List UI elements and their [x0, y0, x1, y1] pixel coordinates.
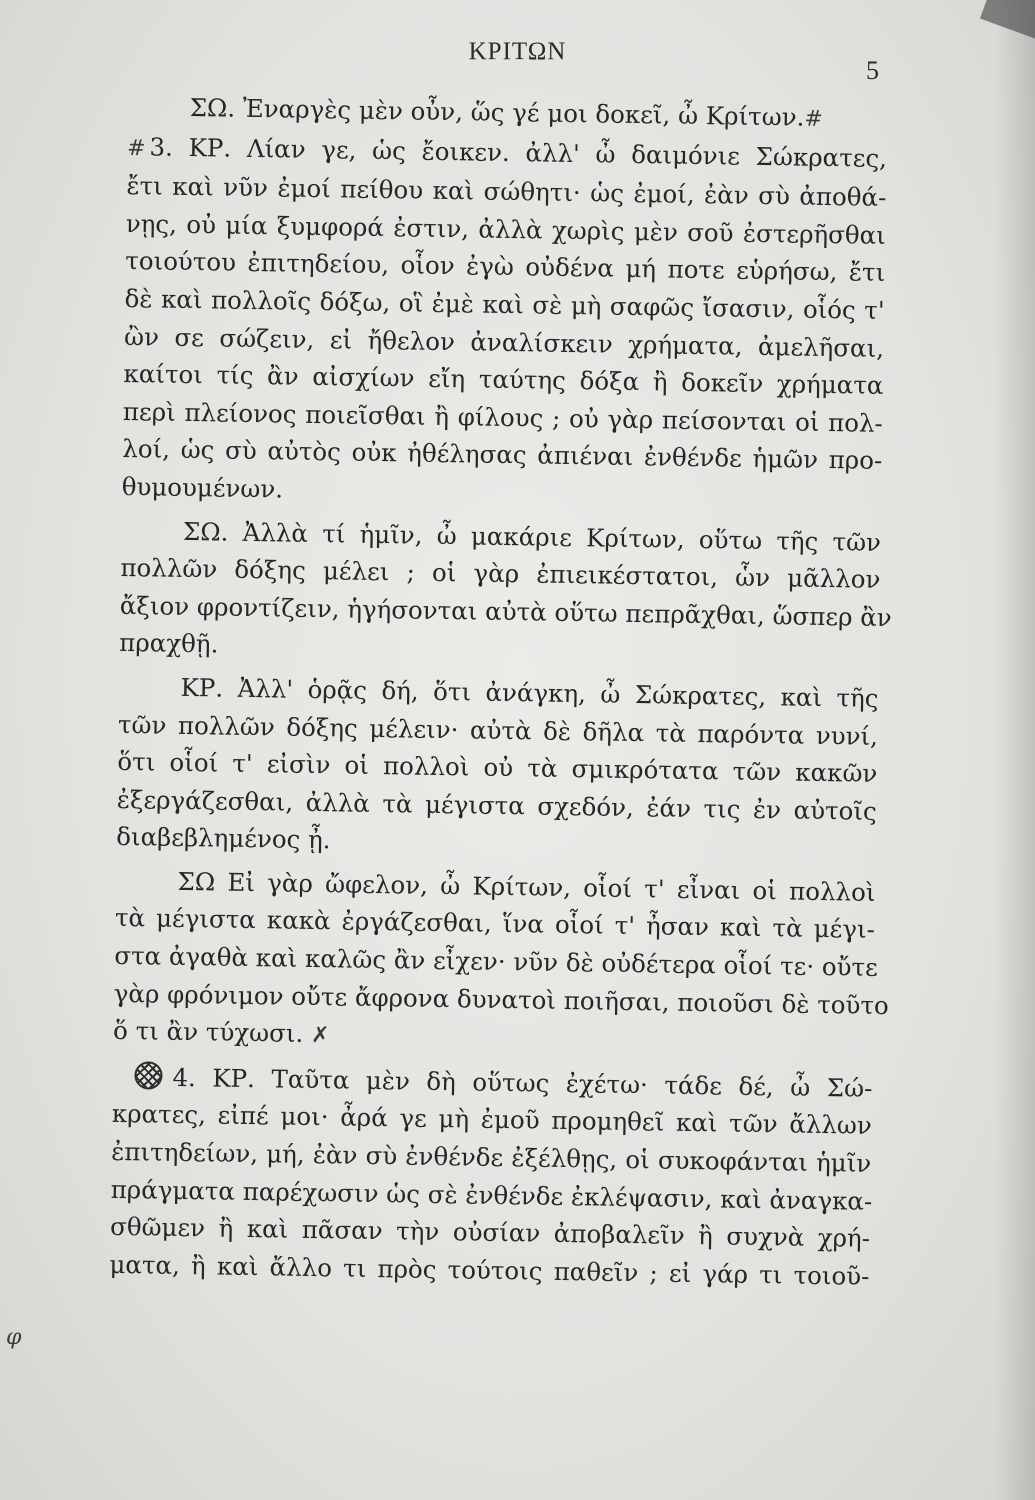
page-edge-shadow	[995, 0, 1035, 1500]
text-line: καίτοι τίς ἂν αἰσχίων εἴη ταύτης δόξα ἢ δοκεῖν χρήματα	[123, 359, 884, 401]
text-line: ἐξεργάζεσθαι, ἀλλὰ τὰ μέγιστα σχεδόν, ἐάν τις ἐν αὐτοῖς	[116, 784, 877, 826]
text-line: στα ἀγαθὰ καὶ καλῶς ἂν εἶχεν· νῦν δὲ οὐδέτερα οἷοί τε· οὔτε	[114, 940, 879, 982]
text-line: ὅτι οἷοί τ' εἰσὶν οἱ πολλοὶ οὐ τὰ σμικρότατα τῶν κακῶν	[117, 747, 878, 788]
page-number: 5	[866, 56, 879, 85]
text-line: # 3. ΚΡ. Λίαν γε, ὡς ἔοικεν. ἀλλ' ὦ δαιμόνιε Σώκρατες,	[127, 128, 888, 180]
paragraph-3	[116, 668, 879, 868]
text-line: ΚΡ. Ἀλλ' ὁρᾷς δή, ὅτι ἀνάγκη, ὦ Σώκρατες, καὶ τῆς	[180, 672, 879, 713]
paragraph-2	[119, 511, 892, 673]
text-line: λοί, ὡς σὺ αὐτὸς οὐκ ἠθέλησας ἀπιέναι ἐνθένδε ἡμῶν προ-	[122, 434, 883, 476]
cross-mark-icon: ✗	[310, 1023, 330, 1049]
text-line: πολλῶν δόξης μέλει ; οἱ γὰρ ἐπιεικέστατοι, ὧν μᾶλλον	[120, 553, 881, 595]
text-line: ἔτι καὶ νῦν ἐμοί πείθου καὶ σώθητι· ὡς ἐμοί, ἐὰν σὺ ἀποθά-	[126, 171, 887, 213]
text-line: σθῶμεν ἢ καὶ πᾶσαν τὴν οὐσίαν ἀποβαλεῖν ἢ συχνὰ χρή-	[109, 1212, 871, 1254]
text-line: ἄξιον φροντίζειν, ἡγήσονται αὐτὰ οὕτω πεπρᾶχθαι, ὥσπερ ἂν	[119, 590, 892, 632]
text-line: ὢν σε σώζειν, εἰ ἤθελον ἀναλίσκειν χρήματα, ἀμελῆσαι,	[123, 321, 885, 363]
body-text	[109, 88, 892, 1295]
text-line: διαβεβλημένος ᾖ.	[116, 822, 331, 855]
paragraph-1	[121, 88, 887, 517]
text-line: τῶν πολλῶν δόξης μέλειν· αὐτὰ δὲ δῆλα τὰ παρόντα νυνί,	[117, 709, 879, 751]
paragraph-4	[112, 862, 889, 1064]
text-line: νῃς, οὐ μία ξυμφορά ἐστιν, ἀλλὰ χωρὶς μὲν σοῦ ἐστερῆσθαι	[125, 208, 887, 250]
text-line: ΣΩ Εἰ γὰρ ὤφελον, ὦ Κρίτων, οἷοί τ' εἶναι οἱ πολλοὶ	[177, 866, 876, 907]
hatched-circle-icon	[134, 1061, 162, 1089]
text-line: ὅ τι ἂν τύχωσι. ✗	[113, 1012, 874, 1064]
text-line: πράγματα παρέχωσιν ὡς σὲ ἐνθένδε ἐκλέψασιν, καὶ ἀναγκα-	[110, 1174, 873, 1216]
running-title: ΚΡΙΤΩΝ	[468, 38, 567, 65]
left-margin-note: φ	[6, 1325, 22, 1350]
text-line: κρατες, εἰπέ μοι· ἆρά γε μὴ ἐμοῦ προμηθεῖ καὶ τῶν ἄλλων	[111, 1099, 873, 1141]
text-line: πραχθῇ.	[119, 628, 219, 659]
hash-mark-icon: #	[126, 135, 146, 161]
text-line: θυμουμένων.	[121, 471, 284, 504]
text-line: ματα, ἢ καὶ ἄλλο τι πρὸς τούτοις παθεῖν ; εἰ γάρ τι τοιοῦ-	[109, 1249, 870, 1291]
text-line: 4. ΚΡ. Ταῦτα μὲν δὴ οὕτως ἐχέτω· τάδε δέ, ὦ Σώ-	[112, 1058, 872, 1108]
paragraph-5	[109, 1058, 872, 1295]
hash-mark-icon: #	[804, 106, 824, 132]
text-line: γὰρ φρόνιμον οὔτε ἄφρονα δυνατοὶ ποιῆσαι, ποιοῦσι δὲ τοῦτο	[113, 978, 889, 1020]
text-line: περὶ πλείονος ποιεῖσθαι ἢ φίλους ; οὐ γὰρ πείσονται οἱ πολ-	[122, 396, 884, 438]
text-line: ΣΩ. Ἀλλὰ τί ἡμῖν, ὦ μακάριε Κρίτων, οὕτω τῆς τῶν	[182, 516, 882, 557]
text-line: ΣΩ. Ἐναργὲς μὲν οὖν, ὥς γέ μοι δοκεῖ, ὦ Κρίτων.#	[127, 88, 888, 140]
text-line: ἐπιτηδείων, μή, ἐὰν σὺ ἐνθένδε ἐξέλθῃς, οἱ συκοφάνται ἡμῖν	[111, 1136, 872, 1178]
text-line: δὲ καὶ πολλοῖς δόξω, οἳ ἐμὲ καὶ σὲ μὴ σαφῶς ἴσασιν, οἷός τ'	[124, 283, 885, 325]
text-line: τὰ μέγιστα κακὰ ἐργάζεσθαι, ἵνα οἷοί τ' ἦσαν καὶ τὰ μέγι-	[114, 903, 876, 945]
text-line: τοιούτου ἐπιτηδείου, οἷον ἐγὼ οὐδένα μή ποτε εὑρήσω, ἔτι	[125, 246, 886, 288]
